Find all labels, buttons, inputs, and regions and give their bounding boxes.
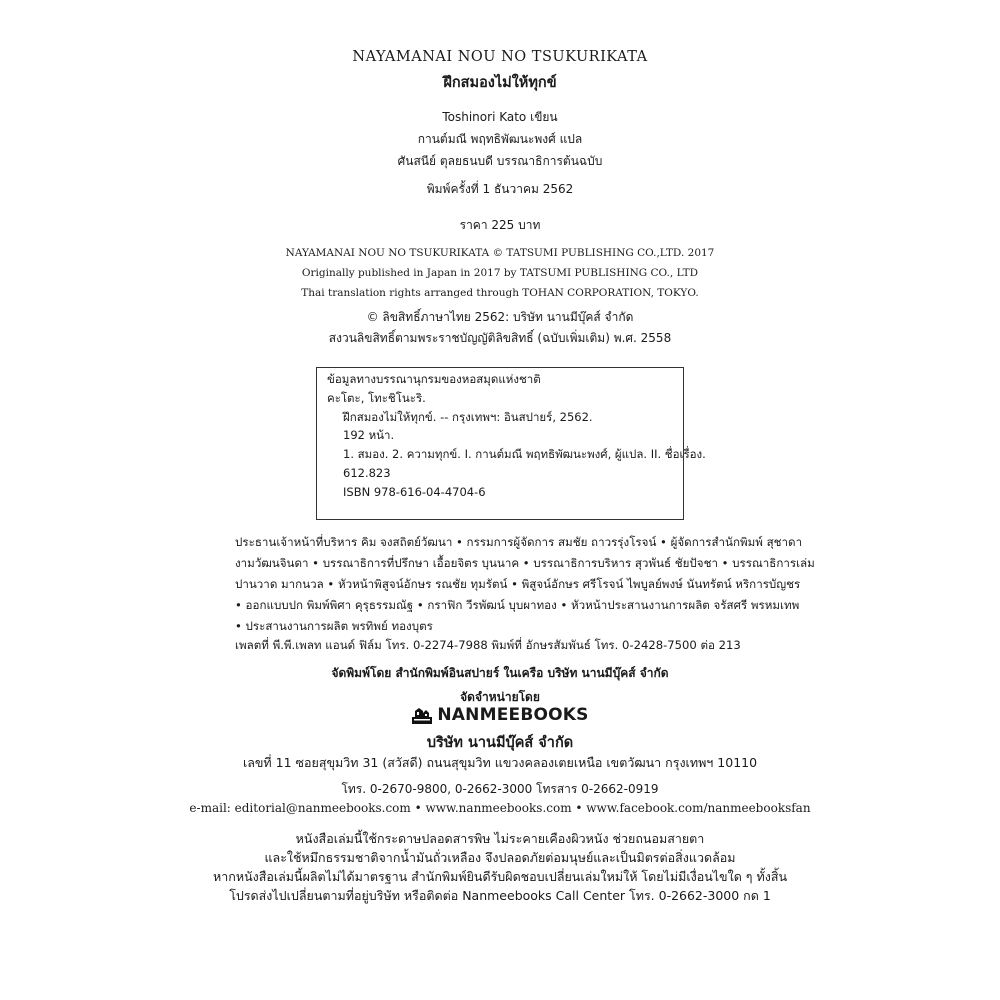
nanmeebooks-brand [0,705,1000,725]
staff-list [235,532,815,637]
cip-title-line: ฝึกสมองไม่ให้ทุกข์. -- กรุงเทพฯ: อินสปายร์, 2562. [343,409,593,424]
cip-pages: 192 หน้า. [343,428,395,443]
company-name: บริษัท นานมีบุ๊คส์ จำกัด [426,735,574,751]
copyright-line-3: Thai translation rights arranged through TOHAN CORPORATION, TOKYO. [301,287,699,299]
staff-line-5: • ประสานงานการผลิต พรทิพย์ ทองบุตร [235,619,433,633]
book-title-thai: ฝึกสมองไม่ให้ทุกข์ [443,75,557,91]
print-edition: พิมพ์ครั้งที่ 1 ธันวาคม 2562 [426,182,574,196]
staff-line-4: • ออกแบบปก พิมพ์พิศา คุรุธรรมณัฐ • กราฟิก วีรพัฒน์ บุบผาทอง • หัวหน้าประสานงานการผลิต จรัสศรี พรหมเทพ [235,598,800,612]
copyright-line-2: Originally published in Japan in 2017 by TATSUMI PUBLISHING CO., LTD [301,267,699,279]
cip-isbn: ISBN 978-616-04-4704-6 [343,484,486,499]
copyright-thai-line-1: © ลิขสิทธิ์ภาษาไทย 2562: บริษัท นานมีบุ๊คส์ จำกัด [366,310,634,324]
copyright-thai-line-2: สงวนลิขสิทธิ์ตามพระราชบัญญัติลิขสิทธิ์ (ฉบับเพิ่มเติม) พ.ศ. 2558 [328,331,672,345]
note-line-1: หนังสือเล่มนี้ใช้กระดาษปลอดสารพิษ ไม่ระคายเคืองผิวหนัง ช่วยถนอมสายตา [295,831,705,846]
staff-line-3: ปานวาด มากนวล • หัวหน้าพิสูจน์อักษร รณชัย ทุมรัตน์ • พิสูจน์อักษร ศรีโรจน์ ไพบูลย์พงษ์ นันทรัตน์ หริการบัญชร [235,577,801,591]
cip-class-number: 612.823 [343,465,391,480]
nanmeebooks-logo-icon [411,705,433,725]
book-title-english: NAYAMANAI NOU NO TSUKURIKATA [352,49,648,65]
note-line-3: หากหนังสือเล่มนี้ผลิตไม่ได้มาตรฐาน สำนักพิมพ์ยินดีรับผิดชอบเปลี่ยนเล่มใหม่ให้ โดยไม่มีเงื่อนไขใด ๆ ทั้งสิ้น [213,869,787,884]
credit-translator: กานต์มณี พฤทธิพัฒนะพงศ์ แปล [417,132,583,146]
price: ราคา 225 บาท [459,218,541,232]
distributor-line: จัดจำหน่ายโดย [460,690,540,704]
copyright-line-1: NAYAMANAI NOU NO TSUKURIKATA © TATSUMI PUBLISHING CO.,LTD. 2017 [285,247,715,259]
company-address: เลขที่ 11 ซอยสุขุมวิท 31 (สวัสดี) ถนนสุขุมวิท แขวงคลองเตยเหนือ เขตวัฒนา กรุงเทพฯ 10110 [242,755,758,770]
plate-and-printer: เพลตที่ พี.พี.เพลท แอนด์ ฟิล์ม โทร. 0-2274-7988 พิมพ์ที่ อักษรสัมพันธ์ โทร. 0-2428-7500 ต่อ 213 [235,638,741,652]
cataloging-in-publication-box [316,367,706,520]
credit-editor: ศันสนีย์ ตุลยธนบดี บรรณาธิการต้นฉบับ [397,154,603,168]
cip-subjects: 1. สมอง. 2. ความทุกข์. I. กานต์มณี พฤทธิพัฒนะพงศ์, ผู้แปล. II. ชื่อเรื่อง. [343,447,706,462]
credit-author: Toshinori Kato เขียน [442,110,558,124]
copyright-thai [0,307,1000,349]
staff-line-1: ประธานเจ้าหน้าที่บริหาร คิม จงสถิตย์วัฒนา • กรรมการผู้จัดการ สมชัย ถาวรรุ่งโรจน์ • ผู้จัดการสำนักพิมพ์ สุชาดา [235,535,803,549]
company-phones: โทร. 0-2670-9800, 0-2662-3000 โทรสาร 0-2662-0919 [341,782,659,796]
note-line-4: โปรดส่งไปเปลี่ยนตามที่อยู่บริษัท หรือติดต่อ Nanmeebooks Call Center โทร. 0-2662-3000 กด 1 [229,888,771,903]
note-line-2: และใช้หมึกธรรมชาติจากน้ำมันถั่วเหลือง จึงปลอดภัยต่อมนุษย์และเป็นมิตรต่อสิ่งแวดล้อม [264,850,736,865]
publisher-line: จัดพิมพ์โดย สำนักพิมพ์อินสปายร์ ในเครือ บริษัท นานมีบุ๊คส์ จำกัด [331,666,669,680]
cip-author: คะโตะ, โทะชิโนะริ. [327,390,426,405]
contact-web-line: e-mail: editorial@nanmeebooks.com • www.nanmeebooks.com • www.facebook.com/nanmeebooksfan [189,801,811,815]
brand-name: NANMEEBOOKS [437,705,589,725]
copyright-english [0,243,1000,303]
credits-block [0,106,1000,172]
cip-heading: ข้อมูลทางบรรณานุกรมของหอสมุดแห่งชาติ [327,372,541,386]
staff-line-2: งามวัฒนจินดา • บรรณาธิการที่ปรึกษา เอื้อยจิตร บุนนาค • บรรณาธิการบริหาร สุวพันธ์ ชัยปัจชา • บรรณาธิการเล่ม [235,556,815,570]
paper-notes [0,829,1000,905]
